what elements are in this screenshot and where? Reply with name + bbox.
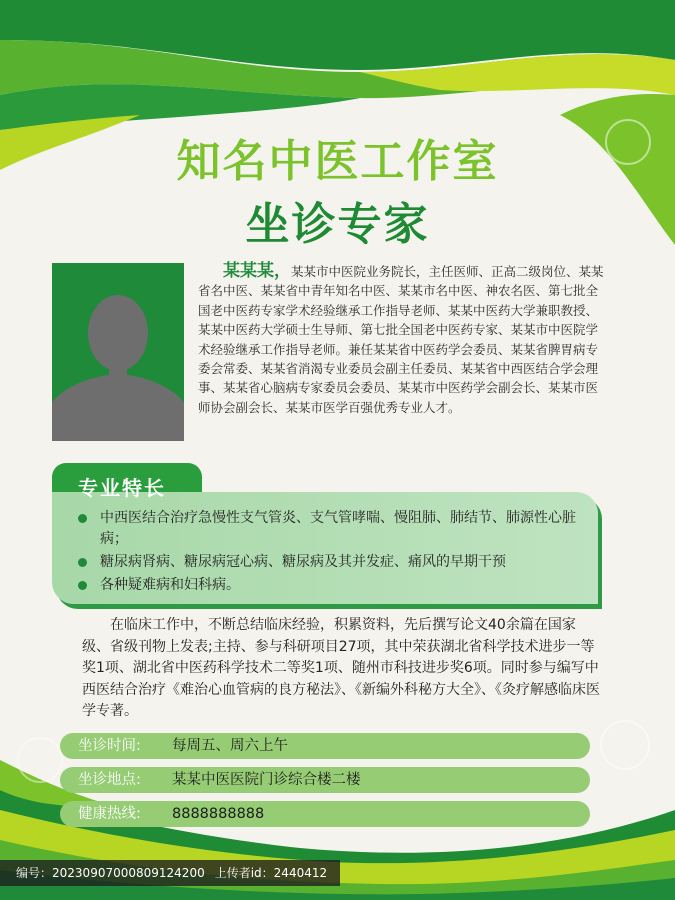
person-silhouette-icon — [52, 263, 184, 441]
info-label: 健康热线: — [78, 806, 141, 822]
doctor-photo — [52, 263, 184, 441]
list-item — [78, 575, 578, 596]
list-item — [78, 508, 578, 550]
info-bar-location — [60, 767, 590, 793]
doctor-bio-text: 某某市中医院业务院长，主任医师、正高二级岗位、某某省名中医、某某省中青年知名中医、某某市名中医、神农名医、第七批全国老中医药专家学术经验继承工作指导老师、某某中医药大学兼职教授、某某中医药大学硕士生导师、第七批全国老中医药专家、某某市中医院学术经验继承工作指导老师。兼任某某省中医药学会委员、某某省脾胃病专委会常委、某某省消渴专业委员会副主任委员、某某省中西医结合学会理事、某某省心脑病专家委员会委员、某某市中医药学会副会长、某某市医师协会副会长、某某市医学百强优秀专业人才。 — [198, 264, 604, 415]
specialty-title: 专业特长 — [78, 476, 166, 500]
specialty-item-text: 中西医结合治疗急慢性支气管炎、支气管哮喘、慢阻肺、肺结节、肺源性心脏病； — [100, 510, 576, 547]
page-subtitle: 坐诊专家 — [245, 199, 430, 250]
info-label: 坐诊时间: — [78, 738, 141, 754]
footer-id-bar — [0, 860, 340, 886]
info-value: 每周五、周六上午 — [172, 738, 288, 754]
specialty-item-text: 糖尿病肾病、糖尿病冠心病、糖尿病及其并发症、痛风的早期干预 — [100, 554, 506, 570]
bullet-dot-icon — [78, 581, 87, 590]
footer-id-value: 20230907000809124200 — [52, 866, 205, 880]
bullet-dot-icon — [78, 558, 87, 567]
footer-uploader-value: 2440412 — [273, 866, 328, 880]
page-title: 知名中医工作室 — [176, 136, 499, 187]
clinical-experience-text: 在临床工作中，不断总结临床经验，积累资料，先后撰写论文40余篇在国家级、省级刊物上发表;主持、参与科研项目27项，其中荣获湖北省科学技术进步一等奖1项、湖北省中医药科学技术二等奖1项、随州市科技进步奖6项。同时参与编写中西医结合治疗《难治心血管病的良方秘法》、《新编外科秘方大全》、《灸疗解感临床医学专著。 — [82, 617, 600, 719]
doctor-bio — [198, 262, 606, 417]
info-label: 坐诊地点: — [78, 772, 141, 788]
footer-uploader-label: 上传者id： — [214, 866, 274, 880]
bullet-dot-icon — [78, 514, 87, 523]
info-value: 某某中医医院门诊综合楼二楼 — [172, 772, 361, 788]
list-item — [78, 552, 578, 573]
specialty-list — [78, 508, 578, 598]
footer-id-label: 编号： — [16, 866, 53, 880]
specialty-item-text: 各种疑难病和妇科病。 — [100, 577, 240, 593]
doctor-name: 某某某， — [223, 261, 291, 281]
info-value: 8888888888 — [172, 806, 265, 822]
info-bar-schedule — [60, 733, 590, 759]
info-bar-hotline — [60, 801, 590, 827]
